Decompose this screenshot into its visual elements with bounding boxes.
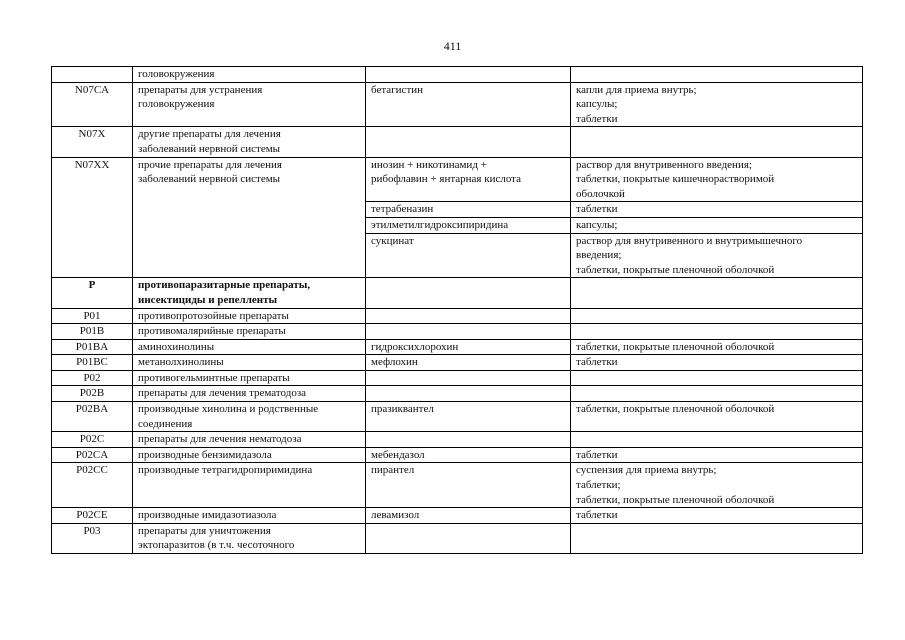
group-name: аминохинолины [133,339,366,355]
dosage-form: капсулы; [571,217,863,233]
group-name: противопротозойные препараты [133,308,366,324]
dosage-form [571,278,863,308]
drug-name: сукцинат [366,233,571,278]
atc-code: N07X [52,127,133,157]
drug-name [366,67,571,83]
dosage-form: таблетки [571,508,863,524]
group-name: производные имидазотиазола [133,508,366,524]
drug-name: тетрабеназин [366,202,571,218]
atc-code: P02CA [52,447,133,463]
group-name: препараты для уничтожения эктопаразитов (в т.ч. чесоточного [133,523,366,553]
dosage-form: таблетки [571,202,863,218]
group-name: метанолхинолины [133,355,366,371]
group-name: препараты для лечения нематодоза [133,432,366,448]
atc-code: P02C [52,432,133,448]
drug-name: празиквантел [366,402,571,432]
table-row [52,508,863,524]
drug-name: инозин + никотинамид + рибофлавин + янтарная кислота [366,157,571,202]
dosage-form [571,67,863,83]
drug-name [366,523,571,553]
table-row [52,386,863,402]
atc-code: N07CA [52,82,133,127]
dosage-form: раствор для внутривенного введения; таблетки, покрытые кишечнорастворимой оболочкой [571,157,863,202]
group-name: другие препараты для лечения заболеваний нервной системы [133,127,366,157]
dosage-form: капли для приема внутрь; капсулы; таблетки [571,82,863,127]
dosage-form [571,523,863,553]
table-row [52,523,863,553]
atc-code: N07XX [52,157,133,278]
atc-code: P01BC [52,355,133,371]
dosage-form [571,432,863,448]
atc-code [52,67,133,83]
drug-name: бетагистин [366,82,571,127]
drug-name: гидроксихлорохин [366,339,571,355]
drug-name [366,278,571,308]
drug-name: этилметилгидроксипиридина [366,217,571,233]
table-row [52,308,863,324]
table-row [52,370,863,386]
dosage-form [571,308,863,324]
group-name: противогельминтные препараты [133,370,366,386]
group-name: прочие препараты для лечения заболеваний нервной системы [133,157,366,278]
group-name: производные хинолина и родственные соединения [133,402,366,432]
atc-code: P02CE [52,508,133,524]
dosage-form: раствор для внутривенного и внутримышечного введения; таблетки, покрытые пленочной оболочкой [571,233,863,278]
atc-code: P02 [52,370,133,386]
dosage-form [571,127,863,157]
group-name: препараты для устранения головокружения [133,82,366,127]
group-name: головокружения [133,67,366,83]
page-number: 411 [443,39,462,53]
group-name: производные бензимидазола [133,447,366,463]
atc-code: P01 [52,308,133,324]
dosage-form: таблетки, покрытые пленочной оболочкой [571,402,863,432]
drug-name [366,432,571,448]
table-row [52,463,863,508]
table-row [52,339,863,355]
group-name: препараты для лечения трематодоза [133,386,366,402]
atc-code: P [52,278,133,308]
atc-code: P02BA [52,402,133,432]
table-row [52,402,863,432]
drug-name: левамизол [366,508,571,524]
table-row [52,432,863,448]
atc-code: P02CC [52,463,133,508]
group-name: производные тетрагидропиримидина [133,463,366,508]
atc-code: P02B [52,386,133,402]
drug-name: пирантел [366,463,571,508]
group-name: противомалярийные препараты [133,324,366,340]
table-row [52,447,863,463]
atc-code: P01B [52,324,133,340]
table-row [52,67,863,83]
drug-name [366,370,571,386]
table-body-lower [52,308,863,554]
drug-name [366,386,571,402]
drug-name [366,127,571,157]
drug-name: мебендазол [366,447,571,463]
drug-name [366,308,571,324]
drug-name: мефлохин [366,355,571,371]
dosage-form [571,370,863,386]
table-row [52,157,863,202]
dosage-form [571,386,863,402]
dosage-form: таблетки, покрытые пленочной оболочкой [571,339,863,355]
dosage-form: суспензия для приема внутрь; таблетки; таблетки, покрытые пленочной оболочкой [571,463,863,508]
atc-code: P03 [52,523,133,553]
table-row [52,324,863,340]
dosage-form: таблетки [571,447,863,463]
table-row [52,82,863,127]
table-row-group-header [52,278,863,308]
dosage-form [571,324,863,340]
atc-code: P01BA [52,339,133,355]
drug-table [51,66,863,554]
table-row [52,355,863,371]
dosage-form: таблетки [571,355,863,371]
table-row [52,127,863,157]
drug-name [366,324,571,340]
group-name: противопаразитарные препараты, инсектициды и репелленты [133,278,366,308]
